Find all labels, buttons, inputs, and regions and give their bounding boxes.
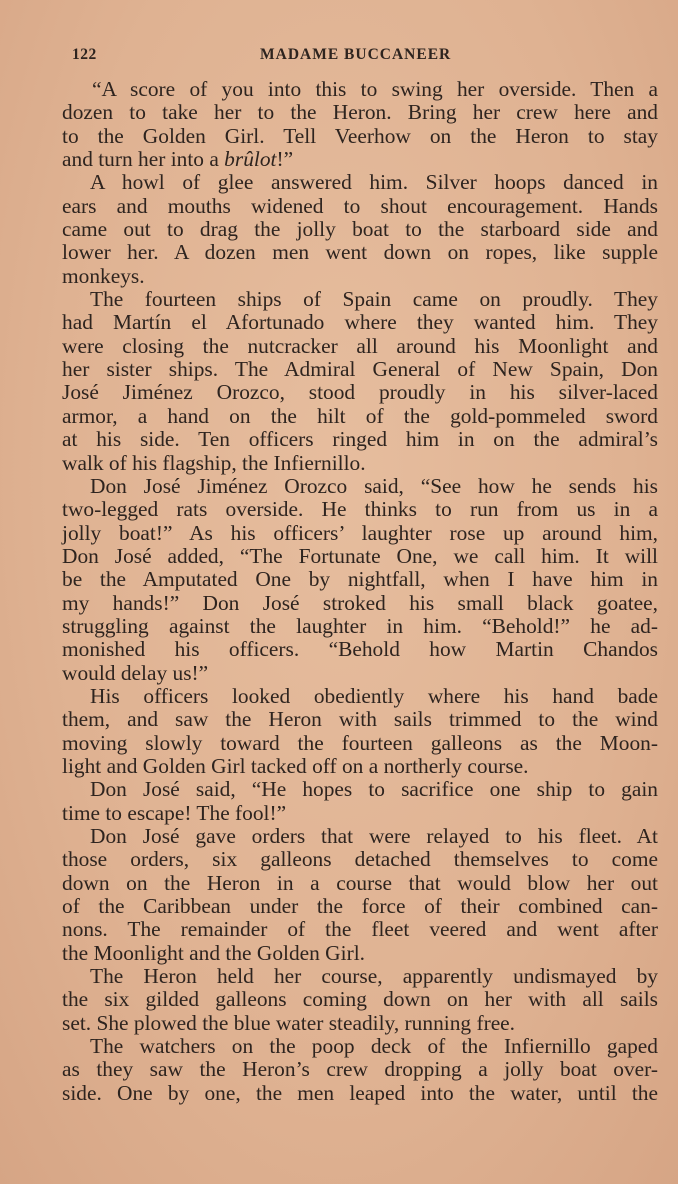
paragraph xyxy=(62,78,658,171)
text-line: Don José said, “He hopes to sacrifice one ship to gain xyxy=(90,777,658,802)
page-number: 122 xyxy=(72,46,97,63)
page-header xyxy=(72,46,638,68)
text-line: at his side. Ten officers ringed him in on the admiral’s xyxy=(62,427,658,452)
text-line: Don José Jiménez Orozco said, “See how he sends his xyxy=(90,473,658,498)
text-line: nons. The remainder of the fleet veered and went after xyxy=(62,917,658,942)
running-title: MADAME BUCCANEER xyxy=(260,46,452,63)
text-line: to the Golden Girl. Tell Veerhow on the Heron to stay xyxy=(62,123,658,148)
text-line: jolly boat!” As his officers’ laughter rose up around him, xyxy=(62,520,658,545)
paragraph xyxy=(62,288,658,475)
text-line: and turn her into a brûlot!” xyxy=(62,147,294,172)
text-line: lower her. A dozen men went down on ropes, like supple xyxy=(62,240,658,265)
text-line: ears and mouths widened to shout encouragement. Hands xyxy=(62,193,658,218)
text-line: A howl of glee answered him. Silver hoops danced in xyxy=(90,170,658,195)
text-line: had Martín el Afortunado where they wanted him. They xyxy=(62,310,658,335)
paragraph xyxy=(62,475,658,685)
text-line: my hands!” Don José stroked his small black goatee, xyxy=(62,590,658,615)
text-line: the Moonlight and the Golden Girl. xyxy=(62,940,365,965)
text-line: monkeys. xyxy=(62,263,145,288)
text-line: side. One by one, the men leaped into the water, until the xyxy=(62,1080,658,1105)
text-line: them, and saw the Heron with sails trimmed to the wind xyxy=(62,707,658,732)
text-line: the six gilded galleons coming down on her with all sails xyxy=(62,987,658,1012)
text-line: José Jiménez Orozco, stood proudly in his silver-laced xyxy=(62,380,658,405)
text-line: light and Golden Girl tacked off on a northerly course. xyxy=(62,753,529,778)
text-line: set. She plowed the blue water steadily, running free. xyxy=(62,1010,516,1035)
text-line: her sister ships. The Admiral General of New Spain, Don xyxy=(62,357,658,382)
text-line: down on the Heron in a course that would blow her out xyxy=(62,870,658,895)
text-line: as they saw the Heron’s crew dropping a jolly boat over- xyxy=(62,1057,658,1082)
text-line: The fourteen ships of Spain came on proudly. They xyxy=(90,287,658,312)
text-line: be the Amputated One by nightfall, when I have him in xyxy=(62,567,658,592)
paragraph xyxy=(62,685,658,778)
text-line: monished his officers. “Behold how Martin Chandos xyxy=(62,637,658,662)
text-line: Don José gave orders that were relayed to his fleet. At xyxy=(90,824,658,848)
text-line: those orders, six galleons detached themselves to come xyxy=(62,847,658,872)
body-text xyxy=(62,78,658,1105)
text-line: moving slowly toward the fourteen galleons as the Moon- xyxy=(62,730,658,755)
text-line: dozen to take her to the Heron. Bring her crew here and xyxy=(62,100,658,125)
text-line: two-legged rats overside. He thinks to run from us in a xyxy=(62,497,658,522)
text-line: were closing the nutcracker all around his Moonlight and xyxy=(62,333,658,358)
text-line: would delay us!” xyxy=(62,660,209,685)
text-line: time to escape! The fool!” xyxy=(62,800,287,825)
text-line: of the Caribbean under the force of their combined can- xyxy=(62,894,658,919)
text-line: Don José added, “The Fortunate One, we call him. It will xyxy=(62,543,658,568)
paragraph xyxy=(62,965,658,1035)
text-line: The Heron held her course, apparently undismayed by xyxy=(90,964,658,989)
paragraph xyxy=(62,171,658,288)
text-line: armor, a hand on the hilt of the gold-pommeled sword xyxy=(62,403,658,428)
text-line: walk of his flagship, the Infiernillo. xyxy=(62,450,366,475)
text-line: His officers looked obediently where his hand bade xyxy=(90,683,658,708)
text-line: “A score of you into this to swing her overside. Then a xyxy=(92,77,658,101)
text-line: struggling against the laughter in him. “Behold!” he ad- xyxy=(62,613,658,638)
text-line: The watchers on the poop deck of the Infiernillo gaped xyxy=(90,1034,658,1059)
paragraph xyxy=(62,1035,658,1105)
text-line: came out to drag the jolly boat to the starboard side and xyxy=(62,217,658,242)
paragraph xyxy=(62,778,658,825)
paragraph xyxy=(62,825,658,965)
